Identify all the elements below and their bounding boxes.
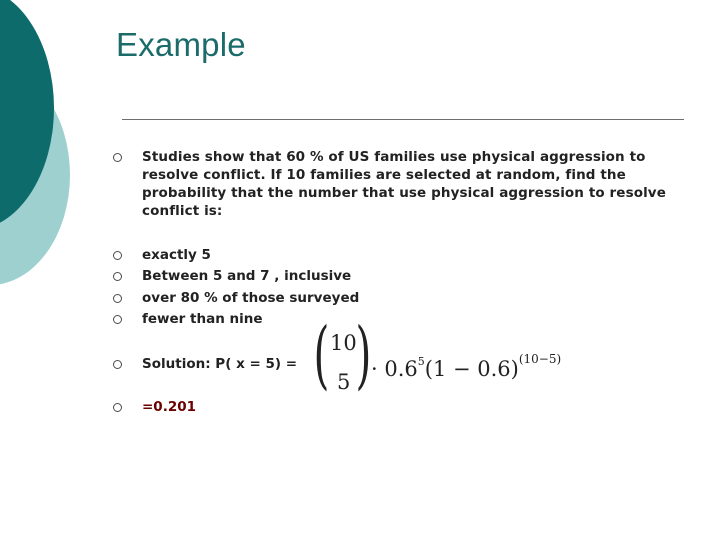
bullet-icon (113, 315, 122, 324)
formula-exponent-1: 5 (417, 355, 425, 368)
solution-label: Solution: P( x = 5) = (142, 356, 298, 372)
list-item: fewer than nine (142, 311, 263, 327)
bullet-icon (113, 294, 122, 303)
list-item: Between 5 and 7 , inclusive (142, 268, 352, 284)
formula-tail: (1 − 0.6) (424, 357, 519, 381)
bullet-icon (113, 153, 122, 162)
right-paren: ) (355, 312, 372, 398)
slide-title: Example (116, 26, 246, 63)
list-item: exactly 5 (142, 247, 211, 263)
bullet-icon (113, 360, 122, 369)
decorative-circles (0, 0, 120, 300)
formula-terms (371, 352, 561, 381)
binomial-n: 10 (330, 331, 357, 355)
bullet-icon (113, 251, 122, 260)
binomial-formula (313, 312, 562, 400)
answer: =0.201 (142, 399, 197, 415)
problem-statement: Studies show that 60 % of US families use physical aggression to resolve conflict. If 10 families are selected at random, find the probability that the number that use physical aggression to resolve conflict is: (142, 149, 666, 219)
formula-exponent-2: (10−5) (518, 352, 562, 366)
title-divider (122, 119, 684, 120)
list-item: over 80 % of those surveyed (142, 290, 360, 306)
binomial-k: 5 (337, 370, 351, 394)
bullet-icon (113, 403, 122, 412)
left-paren: ( (313, 312, 330, 398)
bullet-icon (113, 272, 122, 281)
formula-middle: · 0.6 (371, 357, 418, 381)
